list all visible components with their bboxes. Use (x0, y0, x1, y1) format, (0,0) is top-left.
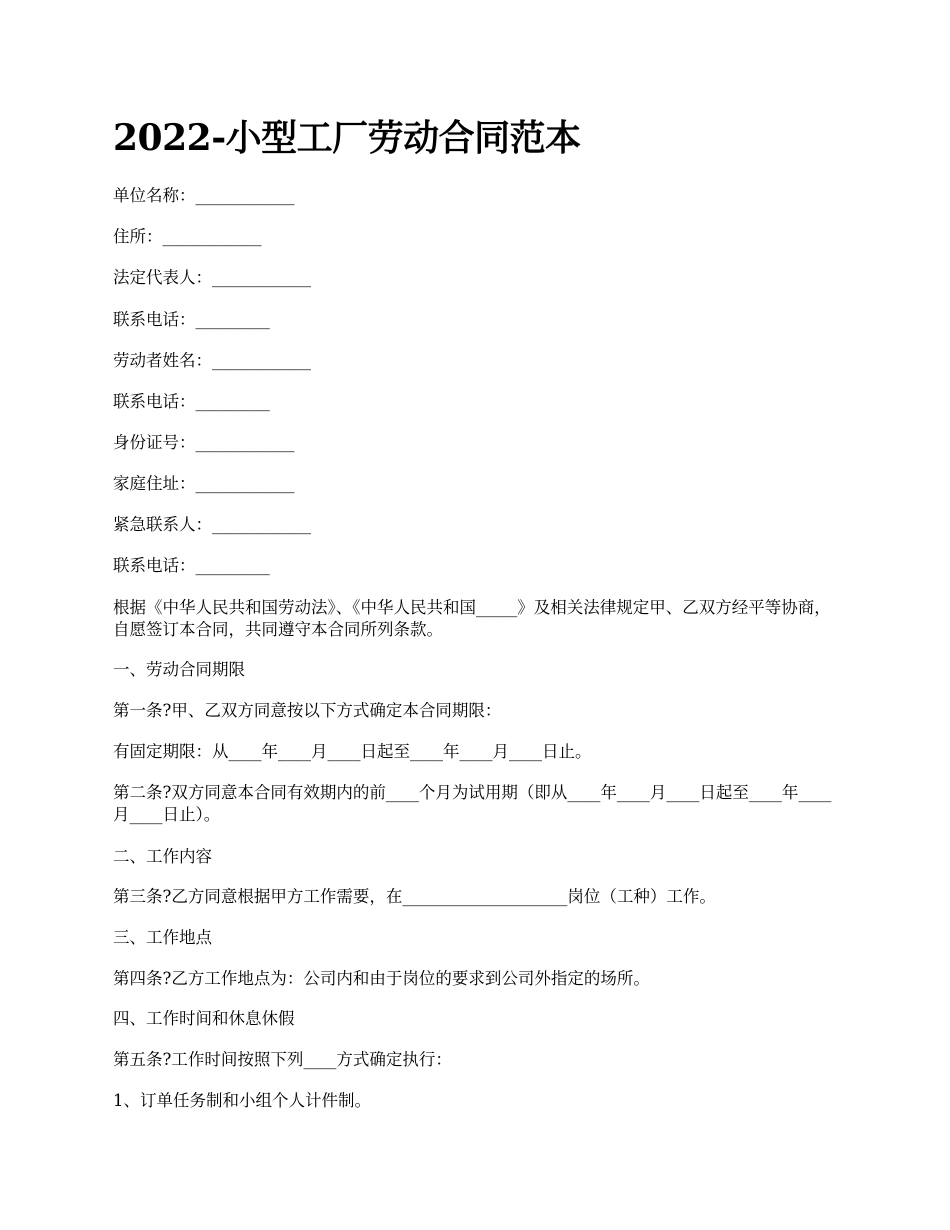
field-id-number: 身份证号：____________ (113, 433, 295, 452)
section-heading-work-hours: 四、工作时间和休息休假 (113, 1009, 295, 1028)
section-heading-work-content: 二、工作内容 (113, 847, 212, 866)
article-3: 第三条?乙方同意根据甲方工作需要，在____________________岗位（工种）工作。 (113, 887, 716, 906)
list-item-1: 1、订单任务制和小组个人计件制。 (113, 1091, 371, 1110)
field-company-name: 单位名称：____________ (113, 186, 295, 205)
field-legal-representative: 法定代表人：____________ (113, 268, 311, 287)
article-1: 第一条?甲、乙双方同意按以下方式确定本合同期限： (113, 701, 502, 720)
document-title: 2022-小型工厂劳动合同范本 (113, 117, 581, 159)
section-heading-term: 一、劳动合同期限 (113, 660, 245, 679)
section-heading-work-location: 三、工作地点 (113, 928, 212, 947)
fixed-term-line: 有固定期限：从____年____月____日起至____年____月____日止。 (113, 742, 592, 761)
article-2: 第二条?双方同意本合同有效期内的前____个月为试用期（即从____年____月____日起至____年____月____日止）。 (113, 783, 832, 824)
field-emergency-phone: 联系电话：_________ (113, 556, 270, 575)
field-worker-phone: 联系电话：_________ (113, 392, 270, 411)
field-address: 住所：____________ (113, 227, 262, 246)
field-home-address: 家庭住址：____________ (113, 474, 295, 493)
field-emergency-contact: 紧急联系人：____________ (113, 515, 311, 534)
field-worker-name: 劳动者姓名：____________ (113, 351, 311, 370)
field-employer-phone: 联系电话：_________ (113, 310, 270, 329)
intro-paragraph: 根据《中华人民共和国劳动法》、《中华人民共和国_____》及相关法律规定甲、乙双方经平等协商，自愿签订本合同，共同遵守本合同所列条款。 (113, 598, 831, 639)
article-5: 第五条?工作时间按照下列____方式确定执行： (113, 1050, 452, 1069)
article-4: 第四条?乙方工作地点为：公司内和由于岗位的要求到公司外指定的场所。 (113, 969, 650, 988)
